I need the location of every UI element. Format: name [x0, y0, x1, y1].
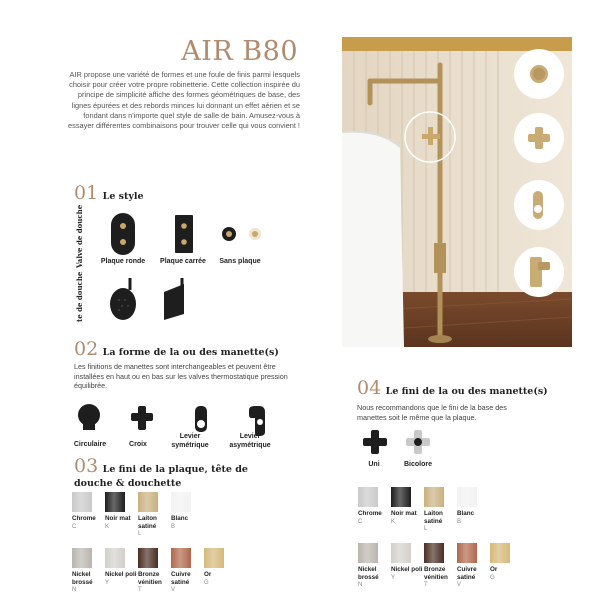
product-photo — [342, 37, 572, 347]
handle-label-asymmetric: Levier asymétrique — [229, 433, 271, 449]
valve-label: Valve de douche — [75, 204, 84, 268]
square-plate-icon — [174, 214, 194, 259]
finish-swatch-item — [391, 487, 423, 525]
finish-color-swatch — [171, 492, 191, 512]
finish-swatch-item — [204, 548, 236, 586]
section-04-header — [357, 377, 548, 399]
finish-color-swatch — [72, 492, 92, 512]
finish-color-swatch — [490, 543, 510, 563]
two-tone-handle-icon — [404, 428, 432, 461]
handle-label-cross: Croix — [129, 441, 147, 448]
finish-name: Noir mat — [391, 510, 417, 517]
style-label-no-plate: Sans plaque — [219, 258, 261, 265]
finish-color-swatch — [72, 548, 92, 568]
finish-name: Chrome — [358, 510, 382, 517]
section-03-header — [74, 455, 254, 490]
finish-name: Cuivre satiné — [171, 571, 191, 586]
finish-code: V — [457, 582, 462, 589]
finish-swatch-item — [138, 492, 170, 537]
page-title: AIR B80 — [181, 36, 298, 67]
finish-code: Y — [391, 574, 396, 581]
finish-swatch-item — [72, 492, 104, 530]
finish-color-swatch — [358, 543, 378, 563]
square-shower-head-icon — [160, 276, 188, 325]
finish-name: Or — [490, 566, 498, 573]
shower-head-label: te de douche — [75, 271, 84, 322]
finish-color-swatch — [424, 543, 444, 563]
finish-color-swatch — [204, 548, 224, 568]
finish-code: L — [424, 526, 428, 533]
finish-code: B — [171, 523, 176, 530]
finish-color-swatch — [358, 487, 378, 507]
finish-code: N — [72, 587, 77, 594]
finish-color-swatch — [138, 492, 158, 512]
round-shower-head-icon — [108, 276, 138, 327]
section-02-description: Les finitions de manettes sont interchangeables et peuvent être installées en haut ou en bas sur les valves thermostatique pression équilibrée. — [74, 362, 288, 391]
section-02-number: 02 — [74, 338, 99, 360]
finish-name: Nickel poli — [105, 571, 137, 578]
finish-name: Blanc — [457, 510, 475, 517]
section-04-number: 04 — [357, 377, 382, 399]
section-02-header — [74, 338, 279, 360]
finish-name: Nickel brossé — [72, 571, 93, 586]
finish-name: Chrome — [72, 515, 96, 522]
finish-name: Or — [204, 571, 212, 578]
finish-swatch-item — [171, 492, 203, 530]
finish-color-swatch — [138, 548, 158, 568]
finish-code: V — [171, 587, 176, 594]
section-01-title: Le style — [102, 191, 144, 202]
finish-color-swatch — [105, 492, 125, 512]
finish-name: Noir mat — [105, 515, 131, 522]
finish-code: Y — [105, 579, 110, 586]
finish-code: T — [138, 587, 142, 594]
finish-color-swatch — [391, 543, 411, 563]
finish-color-swatch — [457, 543, 477, 563]
section-04-title: Le fini de la ou des manette(s) — [385, 386, 548, 397]
finish-name: Laiton satiné — [138, 515, 157, 530]
finish-color-swatch — [105, 548, 125, 568]
circular-handle-icon — [75, 402, 103, 437]
no-plate-icon — [220, 225, 266, 248]
finish-swatch-item — [171, 548, 203, 593]
finish-color-swatch — [171, 548, 191, 568]
finish-swatch-item — [490, 543, 522, 581]
section-02-title: La forme de la ou des manette(s) — [102, 347, 279, 358]
finish-type-label-two-tone: Bicolore — [403, 461, 432, 468]
finish-color-swatch — [457, 487, 477, 507]
finish-code: C — [72, 523, 77, 530]
finish-name: Bronze vénitien — [424, 566, 448, 581]
style-label-round-plate: Plaque ronde — [100, 258, 146, 265]
finish-swatch-item — [457, 543, 489, 588]
finish-name: Bronze vénitien — [138, 571, 162, 586]
section-01-header — [74, 182, 144, 204]
style-label-square-plate: Plaque carrée — [160, 258, 206, 265]
section-03-number: 03 — [74, 455, 99, 477]
intro-text: AIR propose une variété de formes et une foule de finis parmi lesquels choisir pour créer votre propre robinetterie. Cette collection inspirée du principe de simplicité affiche des formes géométriques de base, des lignes épurées et des rebords minces lui donnant un effet aérien et se fondant dans n'importe quel style de salle de bain. Amusez-vous à essayer différentes combinaisons pour trouver celle qui vous convient ! — [68, 70, 300, 131]
finish-code: K — [391, 518, 396, 525]
round-plate-icon — [110, 212, 136, 261]
finish-code: G — [490, 574, 495, 581]
section-04-description: Nous recommandons que le fini de la base des manettes soit le même que la plaque. — [357, 403, 507, 422]
finish-swatch-item — [457, 487, 489, 525]
cross-handle-icon — [129, 404, 155, 437]
finish-code: T — [424, 582, 428, 589]
finish-name: Laiton satiné — [424, 510, 443, 525]
finish-swatch-item — [72, 548, 104, 593]
finish-swatch-item — [358, 543, 390, 588]
finish-code: G — [204, 579, 209, 586]
finish-swatch-item — [105, 492, 137, 530]
handle-label-symmetric: Levier symétrique — [171, 433, 209, 449]
finish-name: Nickel brossé — [358, 566, 379, 581]
finish-code: N — [358, 582, 363, 589]
finish-name: Nickel poli — [391, 566, 423, 573]
solid-finish-handle-icon — [361, 428, 389, 461]
finish-swatch-item — [358, 487, 390, 525]
finish-code: C — [358, 518, 363, 525]
finish-code: K — [105, 523, 110, 530]
finish-swatch-item — [424, 487, 456, 532]
finish-code: L — [138, 531, 142, 538]
finish-color-swatch — [424, 487, 444, 507]
handle-label-circular: Circulaire — [73, 441, 107, 448]
finish-color-swatch — [391, 487, 411, 507]
finish-name: Cuivre satiné — [457, 566, 477, 581]
section-03-title: Le fini de la plaque, tête de douche & douchette — [74, 464, 248, 489]
finish-swatch-item — [138, 548, 170, 593]
section-01-number: 01 — [74, 182, 99, 204]
finish-type-label-solid: Uni — [368, 461, 380, 468]
finish-swatch-item — [105, 548, 137, 586]
finish-name: Blanc — [171, 515, 189, 522]
finish-swatch-item — [391, 543, 423, 581]
finish-code: B — [457, 518, 462, 525]
finish-swatch-item — [424, 543, 456, 588]
